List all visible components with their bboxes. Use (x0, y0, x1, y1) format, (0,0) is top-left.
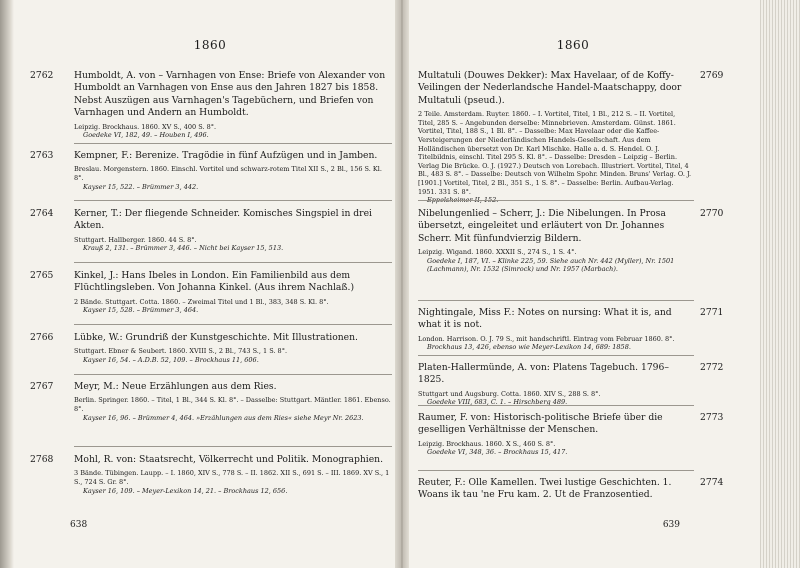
entry-heading: Humboldt, A. von – Varnhagen von Ense: Briefe von Alexander von Humboldt an Varnhagen von Ense aus den Jahren 1827 bis 1858. Nebst Auszügen aus Varnhagen's Tagebüchern, und Briefen von Varnhagen und Andern an Humboldt. (74, 70, 386, 119)
entry-heading: Nightingale, Miss F.: Notes on nursing: What it is, and what it is not. (418, 307, 672, 331)
entry-heading: Multatuli (Douwes Dekker): Max Havelaar, of de Koffy-Veilingen der Nederlandsche Handel-Maatschappy, door Multatuli (pseud.). (418, 70, 682, 106)
entry-imprint: Breslau. Morgenstern. 1860. Einschl. Vortitel und schwarz-rotem Titel XII S., 2 Bl., 156 S. Kl. 8°. (74, 165, 382, 182)
entry-2765 (30, 270, 392, 315)
entry-imprint: Stuttgart. Ebner & Seubert. 1860. XVIII S., 2 Bl., 743 S., 1 S. 8°. (74, 347, 288, 356)
entry-2771: 2771 Nightingale, Miss F.: Notes on nursing: What it is, and what it is not. London. Harrison. O. J. 79 S., mit handschriftl. Eintrag vom Februar 1860. 8°. Brockhaus 13, 426, ebenso wie Meyer-Lexikon 14, 689: 1858. (418, 307, 724, 352)
entry-divider (418, 470, 694, 471)
running-head-year: 1860 (556, 38, 590, 52)
entry-number: 2767 (30, 381, 54, 392)
entry-heading: Kinkel, J.: Hans Ibeles in London. Ein Familienbild aus dem Flüchtlingsleben. Von Johanna Kinkel. (Aus ihrem Nachlaß.) (74, 270, 355, 294)
entry-heading: Lübke, W.: Grundriß der Kunstgeschichte. Mit Illustrationen. (74, 332, 358, 343)
entry-citation: Krauß 2, 131. – Brümmer 3, 446. – Nicht bei Kayser 15, 513. (83, 244, 284, 253)
entry-2766 (30, 332, 392, 365)
entry-imprint: Leipzig. Brockhaus. 1860. XV S., 400 S. 8°. (74, 122, 217, 131)
entry-heading: Platen-Hallermünde, A. von: Platens Tagebuch. 1796–1825. (418, 362, 669, 386)
page-edge-left (0, 0, 14, 568)
entry-number: 2762 (30, 70, 54, 81)
entry-imprint: Leipzig. Wigand. 1860. XXXII S., 274 S., 1 S. 4°. (418, 248, 577, 257)
entry-heading: Kerner, T.: Der fliegende Schneider. Komisches Singspiel in drei Akten. (74, 208, 372, 232)
entry-divider (74, 200, 392, 201)
entry-number: 2768 (30, 454, 54, 465)
entry-citation: Kayser 16, 54. – A.D.B. 52, 109. – Brockhaus 11, 606. (83, 356, 259, 364)
right-page (418, 0, 768, 568)
running-head-year: 1860 (193, 38, 227, 52)
entry-imprint: Stuttgart. Hallberger. 1860. 44 S. 8°. (74, 235, 197, 244)
entry-heading: Mohl, R. von: Staatsrecht, Völkerrecht und Politik. Monographien. (74, 454, 384, 465)
book-gutter (395, 0, 409, 568)
entry-number: 2765 (30, 270, 54, 281)
entry-citation: Kayser 15, 522. – Brümmer 3, 442. (83, 182, 199, 191)
entry-2770: 2770 Nibelungenlied – Scherr, J.: Die Nibelungen. In Prosa übersetzt, eingeleitet und erläutert von Dr. Johannes Scherr. Mit fünfundvierzig Bildern. Leipzig. Wigand. 1860. XXXII S., 274 S., 1 S. 4°. Goedeke I, 187, VI. – Klinke 225, 59. Siehe auch Nr. 442 (Myller), Nr. 1501 (Lachmann), Nr. 1532 (Simrock) und Nr. 1957 (Marbach). (418, 208, 724, 274)
entry-2773: 2773 Raumer, F. von: Historisch-politische Briefe über die geselligen Verhältnisse der Menschen. Leipzig. Brockhaus. 1860. X S., 460 S. 8°. Goedeke VI, 348, 36. – Brockhaus 15, 417. (418, 412, 724, 457)
entry-divider (418, 300, 694, 301)
entry-divider (74, 446, 392, 447)
entry-heading: Nibelungenlied – Scherr, J.: Die Nibelungen. In Prosa übersetzt, eingeleitet und erläutert von Dr. Johannes Scherr. Mit fünfundvierzig Bildern. (418, 208, 666, 244)
entry-number: 2764 (30, 208, 54, 219)
entry-divider (418, 355, 694, 356)
entry-citation: Kayser 15, 528. – Brümmer 3, 464. (83, 306, 199, 315)
entry-citation: Goedeke VI, 182, 49. – Houben I, 496. (83, 131, 209, 140)
entry-2768 (30, 454, 392, 495)
entry-imprint: Stuttgart und Augsburg. Cotta. 1860. XIV S., 288 S. 8°. (418, 389, 601, 398)
entry-heading: Reuter, F.: Olle Kamellen. Twei lustige Geschichten. 1. Woans ik tau 'ne Fru kam. 2. Ut de Franzosentied. (418, 477, 672, 501)
entry-2774: 2774 Reuter, F.: Olle Kamellen. Twei lustige Geschichten. 1. Woans ik tau 'ne Fru kam. 2. Ut de Franzosentied. (418, 477, 724, 501)
entry-2767 (30, 381, 392, 422)
entry-citation: Goedeke VIII, 683, C. 1. – Hirschberg 489. (427, 398, 568, 407)
entry-divider (418, 200, 694, 201)
entry-2763 (30, 150, 392, 191)
entry-imprint: 2 Bände. Stuttgart. Cotta. 1860. – Zweimal Titel und 1 Bl., 383, 348 S. Kl. 8°. (74, 297, 329, 306)
entry-imprint: Leipzig. Brockhaus. 1860. X S., 460 S. 8°. (418, 439, 556, 448)
entry-divider (74, 324, 392, 325)
page-number: 639 (662, 520, 680, 530)
entry-imprint: 3 Bände. Tübingen. Laupp. – I. 1860, XIV S., 778 S. – II. 1862. XII S., 691 S. – III. 1869. XV S., 1 S., 724 S. Gr. 8°. (74, 469, 390, 486)
entry-2772: 2772 Platen-Hallermünde, A. von: Platens Tagebuch. 1796–1825. Stuttgart und Augsburg. Cotta. 1860. XIV S., 288 S. 8°. Goedeke VIII, 683, C. 1. – Hirschberg 489. (418, 362, 724, 407)
entry-imprint: Berlin. Springer. 1860. – Titel, 1 Bl., 344 S. Kl. 8°. – Dasselbe: Stuttgart. Mäntler. 1861. Ebenso. 8°. (74, 396, 391, 413)
entry-2764 (30, 208, 392, 253)
entry-imprint: 2 Teile. Amsterdam. Ruyter. 1860. – I. Vortitel, Titel, 1 Bl., 212 S. – II. Vortitel, Titel, 285 S. – Angebunden derselbe: Minnebrieven. Amsterdam. Günst. 1861. Vortitel, Titel, 188 S., 1 Bl. 8°. – Dasselbe: Max Havelaar oder die Kaffee-Versteigerungen der Niederländischen Handels-Gesellschaft. Aus dem Holländischen übersetzt von Dr. Karl Mischke. Halle a. d. S. Hendel. O. J. Titelbildnis, einschl. Titel 295 S. Kl. 8°. – Dasselbe: Dresden – Leipzig – Berlin. Verlag Die Brücke. O. J. (1927.) Deutsch von Lorebach. Illustriert. Vortitel, Titel, 4 Bl., 483 S. 8°. – Dasselbe: Deutsch von Wilhelm Spohr. Minden. Bruns' Verlag. O. J. [1901.] Vortitel, Titel, 2 Bl., 351 S., 1 S. 8°. – Dasselbe: Berlin. Aufbau-Verlag. 1951. 331 S. 8°. (418, 110, 692, 196)
entry-citation: Goedeke VI, 348, 36. – Brockhaus 15, 417. (427, 448, 568, 457)
entry-heading: Kempner, F.: Berenize. Tragödie in fünf Aufzügen und in Jamben. (74, 150, 378, 161)
entry-citation: Kayser 16, 109. – Meyer-Lexikon 14, 21. – Brockhaus 12, 656. (83, 486, 288, 495)
entry-2769: 2769 Multatuli (Douwes Dekker): Max Havelaar, of de Koffy-Veilingen der Nederlandsche Handel-Maatschappy, door Multatuli (pseud.). 2 Teile. Amsterdam. Ruyter. 1860. – I. Vortitel, Titel, 1 Bl., 212 S. – II. Vortitel, Titel, 285 S. – Angebunden derselbe: Minnebrieven. Amsterdam. Günst. 1861. Vortitel, Titel, 188 S., 1 Bl. 8°. – Dasselbe: Max Havelaar oder die Kaffee-Versteigerungen der Niederländischen Handels-Gesellschaft. Aus dem Holländischen übersetzt von Dr. Karl Mischke. Halle a. d. S. Hendel. O. J. Titelbildnis, einschl. Titel 295 S. Kl. 8°. – Dasselbe: Dresden – Leipzig – Berlin. Verlag Die Brücke. O. J. (1927.) Deutsch von Lorebach. Illustriert. Vortitel, Titel, 4 Bl., 483 S. 8°. – Dasselbe: Deutsch von Wilhelm Spohr. Minden. Bruns' Verlag. O. J. [1901.] Vortitel, Titel, 2 Bl., 351 S., 1 S. 8°. – Dasselbe: Berlin. Aufbau-Verlag. 1951. 331 S. 8°. Eppelsheimer II, 152. (418, 70, 724, 205)
entry-2762 (30, 70, 392, 140)
entry-imprint: London. Harrison. O. J. 79 S., mit handschriftl. Eintrag vom Februar 1860. 8°. (418, 334, 675, 343)
entry-divider (418, 405, 694, 406)
page-number: 638 (70, 520, 88, 530)
entry-number: 2763 (30, 150, 54, 161)
entry-citation: Kayser 16, 96. – Brümmer 4, 464. »Erzählungen aus dem Ries« siehe Meyr Nr. 2623. (83, 413, 364, 422)
entry-citation: Brockhaus 13, 426, ebenso wie Meyer-Lexikon 14, 689: 1858. (427, 343, 631, 352)
entry-citation: Eppelsheimer II, 152. (427, 196, 499, 205)
entry-divider (74, 374, 392, 375)
left-page (30, 0, 390, 568)
entry-divider (74, 143, 392, 144)
entry-heading: Raumer, F. von: Historisch-politische Briefe über die geselligen Verhältnisse der Menschen. (418, 412, 663, 436)
entry-number: 2766 (30, 332, 54, 343)
entry-citation: Goedeke I, 187, VI. – Klinke 225, 59. Siehe auch Nr. 442 (Myller), Nr. 1501 (Lachmann), Nr. 1532 (Simrock) und Nr. 1957 (Marbach). (427, 256, 675, 274)
entry-heading: Meyr, M.: Neue Erzählungen aus dem Ries. (74, 381, 277, 392)
entry-divider (74, 262, 392, 263)
